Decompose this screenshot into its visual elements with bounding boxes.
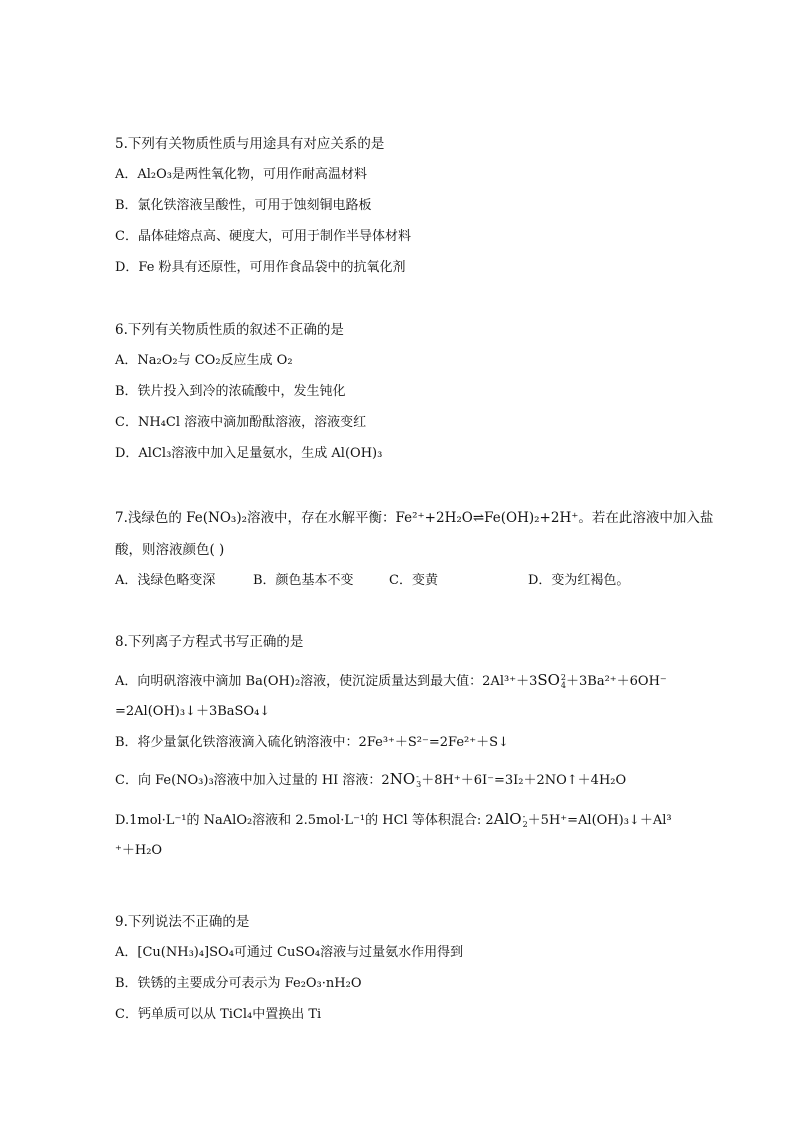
question-8-option-a-line-1	[115, 672, 705, 690]
question-8-option-c-text-post: ＋8H⁺＋6I⁻=3I₂＋2NO↑＋4H₂O	[421, 773, 627, 788]
question-5	[115, 136, 705, 276]
question-6-option-c: C．NH₄Cl 溶液中滴加酚酞溶液，溶液变红	[115, 415, 367, 430]
sulfate-ion: SO	[537, 671, 560, 689]
question-8-option-d-text: D.1mol·L⁻¹的 NaAlO₂溶液和 2.5mol·L⁻¹的 HCl 等体积混合: 2	[115, 813, 494, 828]
nitrate-ion: NO	[389, 770, 416, 788]
question-8-option-c	[115, 771, 705, 789]
question-6-option-b: B．铁片投入到冷的浓硫酸中，发生钝化	[115, 384, 346, 399]
question-8-option-c-text: C．向 Fe(NO₃)₃溶液中加入过量的 HI 溶液：2	[115, 773, 390, 788]
aluminate-ion-charge: - 2	[522, 811, 528, 829]
question-8-option-d-line-1	[115, 811, 705, 829]
question-7-option-a: A．浅绿色略变深	[115, 573, 216, 588]
question-6-stem: 6.下列有关物质性质的叙述不正确的是	[115, 322, 344, 338]
question-6-option-a: A．Na₂O₂与 CO₂反应生成 O₂	[115, 353, 293, 368]
question-5-option-b: B．氯化铁溶液呈酸性，可用于蚀刻铜电路板	[115, 198, 372, 213]
question-7-stem-line-1: 7.浅绿色的 Fe(NO₃)₂溶液中，存在水解平衡：Fe²⁺+2H₂O⇌Fe(OH)₂+2H⁺。若在此溶液中加入盐	[115, 510, 714, 526]
aluminate-ion: AlO	[493, 810, 522, 828]
question-7-option-b: B．颜色基本不变	[253, 573, 354, 588]
question-5-stem: 5.下列有关物质性质与用途具有对应关系的是	[115, 136, 385, 152]
question-8-option-a-text-post: ＋3Ba²⁺＋6OH⁻	[566, 674, 667, 689]
question-5-option-c: C．晶体硅熔点高、硬度大，可用于制作半导体材料	[115, 229, 411, 244]
nitrate-ion-charge: - 3	[416, 771, 422, 789]
question-9	[115, 914, 705, 1023]
question-5-option-d: D．Fe 粉具有还原性，可用作食品袋中的抗氧化剂	[115, 260, 406, 275]
question-9-stem: 9.下列说法不正确的是	[115, 914, 250, 930]
question-7	[115, 510, 714, 589]
question-8-option-d-line-2: ⁺＋H₂O	[115, 843, 163, 858]
question-8	[115, 634, 705, 859]
question-9-option-a: A．[Cu(NH₃)₄]SO₄可通过 CuSO₄溶液与过量氨水作用得到	[115, 945, 464, 960]
question-8-option-d-text-post: ＋5H⁺=Al(OH)₃↓＋Al³	[527, 813, 672, 828]
question-8-stem: 8.下列离子方程式书写正确的是	[115, 634, 304, 650]
question-8-option-a-line-2: =2Al(OH)₃↓＋3BaSO₄↓	[115, 704, 271, 719]
sulfate-ion-charge: 2 4	[560, 672, 567, 690]
question-6-option-d: D．AlCl₃溶液中加入足量氨水，生成 Al(OH)₃	[115, 446, 383, 461]
question-9-option-c: C．钙单质可以从 TiCl₄中置换出 Ti	[115, 1007, 322, 1022]
question-6	[115, 322, 705, 462]
question-7-option-d: D．变为红褐色。	[528, 573, 630, 588]
question-8-option-a-text: A．向明矾溶液中滴加 Ba(OH)₂溶液，使沉淀质量达到最大值：2Al³⁺＋3	[115, 674, 538, 689]
question-7-option-c: C．变黄	[389, 573, 438, 588]
question-8-option-b: B．将少量氯化铁溶液滴入硫化钠溶液中：2Fe³⁺＋S²⁻=2Fe²⁺＋S↓	[115, 735, 509, 750]
question-7-stem-line-2: 酸，则溶液颜色( )	[115, 542, 225, 558]
question-7-options	[115, 573, 705, 589]
question-5-option-a: A．Al₂O₃是两性氧化物，可用作耐高温材料	[115, 167, 368, 182]
question-9-option-b: B．铁锈的主要成分可表示为 Fe₂O₃·nH₂O	[115, 976, 362, 991]
